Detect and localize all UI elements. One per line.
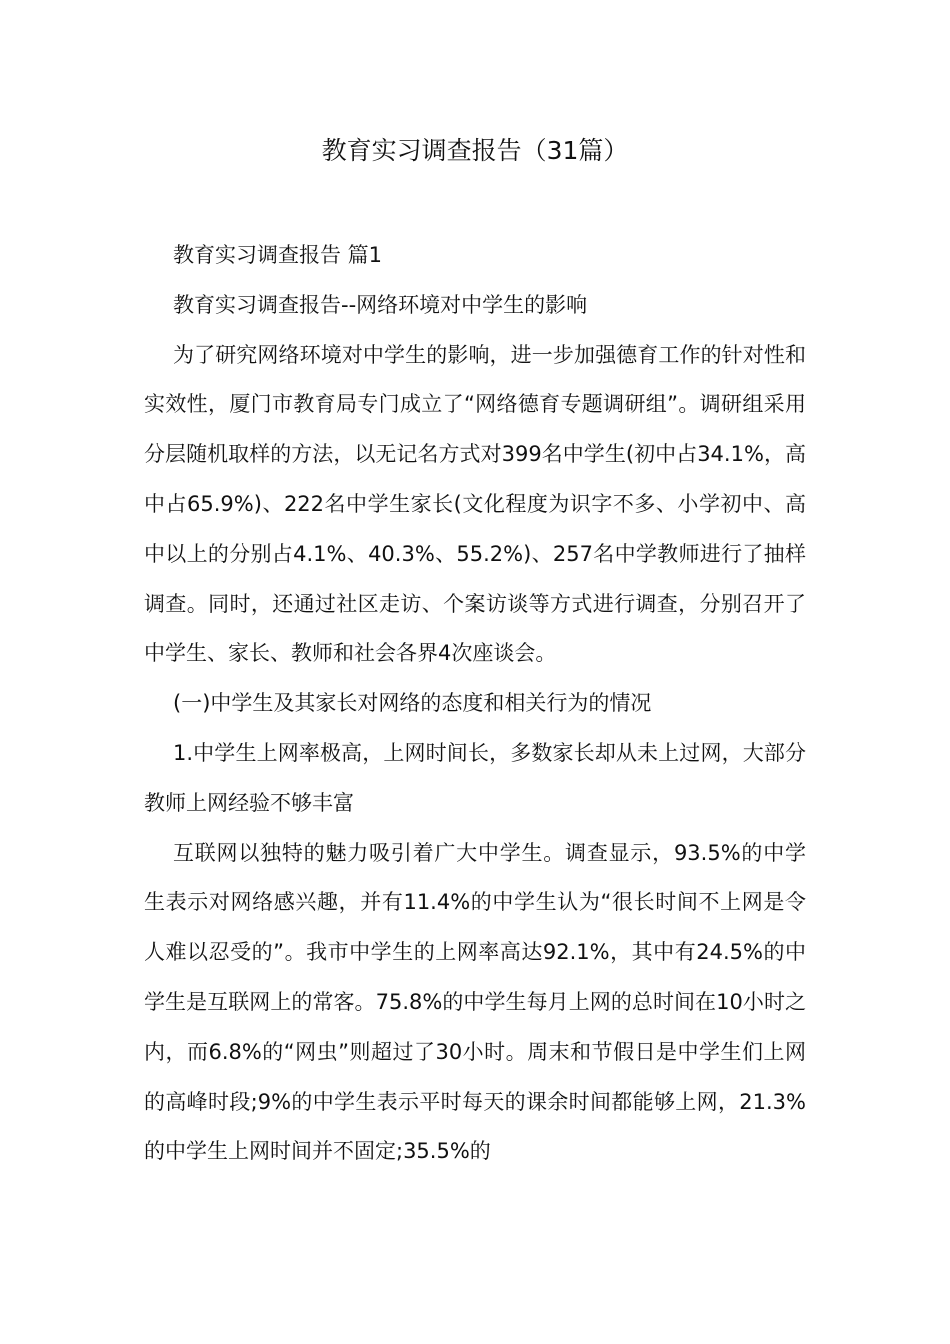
document-body: [144, 231, 806, 1177]
report-subtitle: 教育实习调查报告--网络环境对中学生的影响: [173, 292, 588, 317]
subsection-heading: (一)中学生及其家长对网络的态度和相关行为的情况: [173, 691, 652, 716]
section-heading: 教育实习调查报告 篇1: [173, 243, 383, 267]
point-heading: 1.中学生上网率极高，上网时间长，多数家长却从未上过网，大部分教师上网经验不够丰富: [144, 740, 806, 815]
document-title: 教育实习调查报告（31篇）: [321, 136, 629, 165]
paragraph-intro: 为了研究网络环境对中学生的影响，进一步加强德育工作的针对性和实效性，厦门市教育局专门成立了“网络德育专题调研组”。调研组采用分层随机取样的方法，以无记名方式对399名中学生(初中占34.1%，高中占65.9%)、222名中学生家长(文化程度为识字不多、小学初中、高中以上的分别占4.1%、40.3%、55.2%)、257名中学教师进行了抽样调查。同时，还通过社区走访、个案访谈等方式进行调查，分别召开了中学生、家长、教师和社会各界4次座谈会。: [144, 342, 806, 666]
paragraph-findings: 互联网以独特的魅力吸引着广大中学生。调查显示，93.5%的中学生表示对网络感兴趣，并有11.4%的中学生认为“很长时间不上网是令人难以忍受的”。我市中学生的上网率高达92.1%，其中有24.5%的中学生是互联网上的常客。75.8%的中学生每月上网的总时间在10小时之内，而6.8%的“网虫”则超过了30小时。周末和节假日是中学生们上网的高峰时段;9%的中学生表示平时每天的课余时间都能够上网，21.3%的中学生上网时间并不固定;35.5%的: [144, 840, 806, 1164]
